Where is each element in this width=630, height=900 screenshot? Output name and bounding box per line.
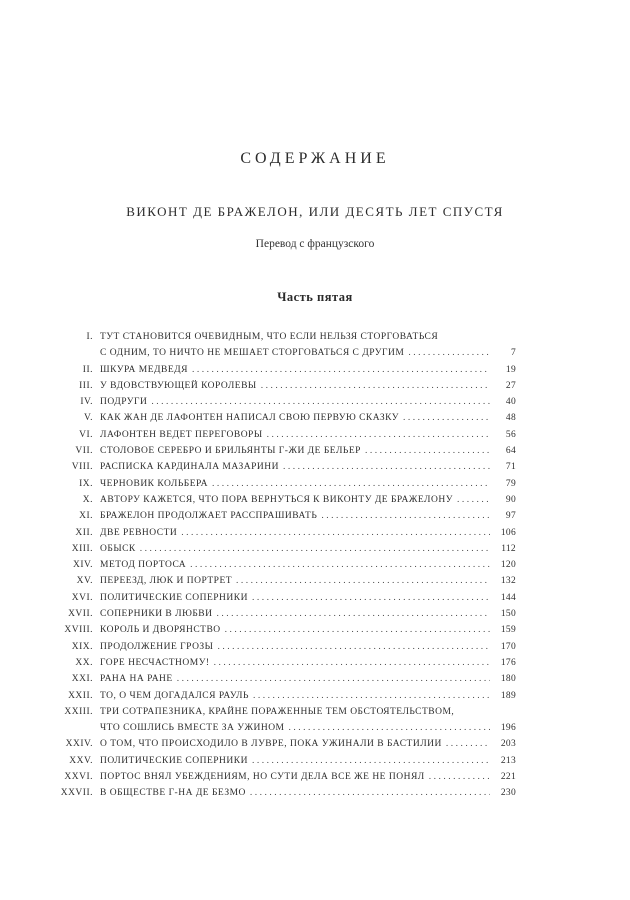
dot-leader [217, 639, 490, 655]
toc-entry-line [100, 345, 516, 361]
page-number: 189 [500, 690, 516, 701]
page-number: 79 [505, 478, 516, 489]
toc-numeral: XXIII. [64, 706, 93, 717]
toc-entry [60, 704, 516, 737]
dot-leader [236, 573, 490, 589]
toc-entry-line [100, 557, 516, 573]
toc-entry-text: ГОРЕ НЕСЧАСТНОМУ! [100, 657, 210, 668]
toc-entry [60, 427, 516, 443]
toc-numeral: XVIII. [64, 625, 93, 636]
toc-numeral: XVI. [71, 592, 93, 603]
toc-entry-body [100, 753, 516, 769]
toc-entry-body [100, 639, 516, 655]
toc-numeral: V. [83, 413, 93, 424]
page-number: 180 [500, 674, 516, 685]
toc-entry-body [100, 655, 516, 671]
toc-entry-text: МЕТОД ПОРТОСА [100, 560, 187, 571]
toc-entry [60, 753, 516, 769]
page-number: 27 [505, 380, 516, 391]
toc-entry-line [100, 394, 516, 410]
toc-entry-line [100, 378, 516, 394]
toc-entry-line [100, 525, 516, 541]
toc-numeral: XI. [79, 511, 93, 522]
toc-entry-line [100, 720, 516, 736]
page-number: 230 [500, 788, 516, 799]
toc-entry-text: ШКУРА МЕДВЕДЯ [100, 364, 188, 375]
toc-entry [60, 378, 516, 394]
dot-leader [214, 655, 490, 671]
toc-entry-line [100, 573, 516, 589]
toc-entry [60, 525, 516, 541]
toc-entry [60, 688, 516, 704]
dot-leader [212, 476, 490, 492]
toc-entry-text: В ОБЩЕСТВЕ Г-НА ДЕ БЕЗМО [100, 788, 246, 799]
toc-numeral: XXII. [68, 690, 93, 701]
dot-leader [429, 769, 490, 785]
toc-entry-line [100, 736, 516, 752]
toc-entry-line [100, 541, 516, 557]
dot-leader [457, 492, 490, 508]
toc-numeral: XII. [75, 527, 93, 538]
toc-entry-line [100, 410, 516, 426]
page-number: 170 [500, 641, 516, 652]
toc-entry-body [100, 557, 516, 573]
page-number: 71 [505, 462, 516, 473]
dot-leader [140, 541, 490, 557]
toc-numeral: XXV. [69, 755, 93, 766]
toc-entry [60, 410, 516, 426]
page-number: 64 [505, 446, 516, 457]
toc-numeral: X. [82, 494, 93, 505]
dot-leader [177, 671, 490, 687]
toc-entry [60, 606, 516, 622]
toc-numeral: XIX. [71, 641, 93, 652]
toc-entry-line [100, 443, 516, 459]
toc-entry-line [100, 769, 516, 785]
toc-numeral: VI. [79, 429, 93, 440]
toc-entry-text: ПОЛИТИЧЕСКИЕ СОПЕРНИКИ [100, 592, 248, 603]
toc-entry-text: ТУТ СТАНОВИТСЯ ОЧЕВИДНЫМ, ЧТО ЕСЛИ НЕЛЬЗЯ СТОРГОВАТЬСЯ [100, 332, 439, 342]
contents-title: СОДЕРЖАНИЕ [240, 150, 390, 167]
page-number: 176 [500, 657, 516, 668]
toc-entry-body [100, 329, 516, 362]
dot-leader [250, 785, 490, 801]
page-number: 97 [505, 511, 516, 522]
toc-entry-body [100, 378, 516, 394]
toc-entry-text: АВТОРУ КАЖЕТСЯ, ЧТО ПОРА ВЕРНУТЬСЯ К ВИКОНТУ ДЕ БРАЖЕЛОНУ [100, 494, 453, 505]
page-number: 150 [500, 609, 516, 620]
page-number: 112 [501, 543, 516, 554]
dot-leader [253, 688, 490, 704]
toc-entry-text: ТО, О ЧЕМ ДОГАДАЛСЯ РАУЛЬ [100, 690, 249, 701]
book-title: ВИКОНТ ДЕ БРАЖЕЛОН, ИЛИ ДЕСЯТЬ ЛЕТ СПУСТЯ [126, 204, 504, 219]
toc-entry-text: С ОДНИМ, ТО НИЧТО НЕ МЕШАЕТ СТОРГОВАТЬСЯ С ДРУГИМ [100, 348, 405, 359]
page-number: 106 [500, 527, 516, 538]
toc-entry-body [100, 622, 516, 638]
toc-numeral: IV. [80, 397, 93, 408]
toc-entry [60, 492, 516, 508]
toc-entry [60, 476, 516, 492]
toc-numeral: XXVI. [64, 772, 93, 783]
toc-numeral: III. [79, 380, 93, 391]
toc-entry-text: О ТОМ, ЧТО ПРОИСХОДИЛО В ЛУВРЕ, ПОКА УЖИНАЛИ В БАСТИЛИИ [100, 739, 442, 750]
toc-entry-body [100, 590, 516, 606]
dot-leader [283, 459, 490, 475]
toc-entry-text: БРАЖЕЛОН ПРОДОЛЖАЕТ РАССПРАШИВАТЬ [100, 511, 318, 522]
page-number: 144 [500, 592, 516, 603]
toc-numeral: XXIV. [65, 739, 93, 750]
page-number: 19 [505, 364, 516, 375]
toc-entry [60, 329, 516, 362]
toc-numeral: II. [82, 364, 93, 375]
toc-entry-text: ПОДРУГИ [100, 397, 148, 408]
toc-numeral: XIII. [71, 543, 93, 554]
toc-numeral: XX. [75, 657, 93, 668]
toc-entry [60, 508, 516, 524]
toc-entry-text: СТОЛОВОЕ СЕРЕБРО И БРИЛЬЯНТЫ Г-ЖИ ДЕ БЕЛЬЕР [100, 446, 361, 457]
toc-entry-text: КАК ЖАН ДЕ ЛАФОНТЕН НАПИСАЛ СВОЮ ПЕРВУЮ СКАЗКУ [100, 413, 400, 424]
page-number: 48 [505, 413, 516, 424]
toc-entry [60, 541, 516, 557]
page-number: 196 [500, 723, 516, 734]
translation-note: Перевод с французского [255, 238, 375, 250]
toc-entry [60, 573, 516, 589]
toc-entry-body [100, 606, 516, 622]
dot-leader [267, 427, 490, 443]
toc-entry-line [100, 362, 516, 378]
toc-entry [60, 459, 516, 475]
toc-entry-text: ПОРТОС ВНЯЛ УБЕЖДЕНИЯМ, НО СУТИ ДЕЛА ВСЕ ЖЕ НЕ ПОНЯЛ [100, 772, 425, 783]
page-number: 40 [505, 397, 516, 408]
dot-leader [252, 753, 490, 769]
toc-entry-body [100, 410, 516, 426]
toc-entry-text: ОБЫСК [100, 543, 136, 554]
toc-entry-text: ЛАФОНТЕН ВЕДЕТ ПЕРЕГОВОРЫ [100, 429, 263, 440]
toc-entry-line [100, 508, 516, 524]
toc-entry-body [100, 525, 516, 541]
page-number: 120 [500, 560, 516, 571]
dot-leader [403, 410, 490, 426]
page-number: 213 [500, 755, 516, 766]
toc-entry-body [100, 508, 516, 524]
dot-leader [446, 736, 490, 752]
toc-entry-body [100, 704, 516, 737]
toc-entry [60, 655, 516, 671]
toc-entry [60, 590, 516, 606]
toc-numeral: XXVII. [60, 788, 93, 799]
dot-leader [181, 525, 490, 541]
toc-entry-line [100, 688, 516, 704]
toc-numeral: IX. [79, 478, 93, 489]
page-number: 132 [500, 576, 516, 587]
dot-leader [225, 622, 490, 638]
page-number: 90 [505, 494, 516, 505]
toc-entry-body [100, 671, 516, 687]
toc-entry [60, 671, 516, 687]
dot-leader [190, 557, 490, 573]
toc-entry-line [100, 753, 516, 769]
dot-leader [365, 443, 490, 459]
toc-entry [60, 785, 516, 801]
page-number: 221 [500, 772, 516, 783]
toc-entry-text: ЧЕРНОВИК КОЛЬБЕРА [100, 478, 208, 489]
dot-leader [261, 378, 490, 394]
toc-entry-text: ДВЕ РЕВНОСТИ [100, 527, 178, 538]
toc-entry [60, 394, 516, 410]
toc-entry-text: СОПЕРНИКИ В ЛЮБВИ [100, 609, 213, 620]
toc-entry-line [100, 606, 516, 622]
dot-leader [192, 362, 490, 378]
toc-entry-body [100, 394, 516, 410]
toc-entry-text: КОРОЛЬ И ДВОРЯНСТВО [100, 625, 221, 636]
toc-entry-line [100, 639, 516, 655]
toc-entry [60, 736, 516, 752]
toc-numeral: I. [86, 332, 93, 342]
toc-entry-body [100, 362, 516, 378]
toc-entry-body [100, 427, 516, 443]
dot-leader [321, 508, 490, 524]
toc-numeral: XIV. [72, 560, 93, 571]
toc-entry-line [100, 329, 516, 345]
toc-entry-line [100, 655, 516, 671]
toc-entry-line [100, 459, 516, 475]
toc-list [60, 329, 516, 802]
toc-numeral: VII. [75, 446, 93, 457]
toc-entry-line [100, 427, 516, 443]
toc-numeral: XV. [76, 576, 93, 587]
toc-entry [60, 443, 516, 459]
toc-entry-body [100, 492, 516, 508]
toc-entry-body [100, 459, 516, 475]
toc-entry-text: РАНА НА РАНЕ [100, 674, 173, 685]
toc-numeral: XVII. [68, 609, 93, 620]
toc-entry-line [100, 476, 516, 492]
toc-entry-text: РАСПИСКА КАРДИНАЛА МАЗАРИНИ [100, 462, 279, 473]
part-title: Часть пятая [277, 290, 353, 304]
toc-entry-text: ЧТО СОШЛИСЬ ВМЕСТЕ ЗА УЖИНОМ [100, 723, 285, 734]
toc-entry [60, 622, 516, 638]
toc-entry [60, 557, 516, 573]
toc-entry [60, 639, 516, 655]
toc-entry-line [100, 671, 516, 687]
toc-entry-line [100, 590, 516, 606]
toc-entry-body [100, 573, 516, 589]
page-number: 159 [500, 625, 516, 636]
dot-leader [252, 590, 490, 606]
toc-entry-body [100, 541, 516, 557]
page-number: 7 [510, 348, 516, 359]
toc-entry [60, 362, 516, 378]
toc-entry-body [100, 443, 516, 459]
page-number: 56 [505, 429, 516, 440]
toc-entry-body [100, 736, 516, 752]
page-number: 203 [500, 739, 516, 750]
toc-entry-line [100, 492, 516, 508]
dot-leader [217, 606, 490, 622]
toc-entry-text: ПРОДОЛЖЕНИЕ ГРОЗЫ [100, 641, 214, 652]
toc-numeral: XXI. [71, 674, 93, 685]
toc-entry-text: ПЕРЕЕЗД, ЛЮК И ПОРТРЕТ [100, 576, 233, 587]
toc-entry-text: ТРИ СОТРАПЕЗНИКА, КРАЙНЕ ПОРАЖЕННЫЕ ТЕМ ОБСТОЯТЕЛЬСТВОМ, [100, 706, 455, 717]
toc-entry-text: ПОЛИТИЧЕСКИЕ СОПЕРНИКИ [100, 755, 248, 766]
toc-entry-line [100, 785, 516, 801]
toc-entry-line [100, 622, 516, 638]
toc-entry-body [100, 769, 516, 785]
toc-entry-body [100, 476, 516, 492]
dot-leader [151, 394, 490, 410]
toc-entry-body [100, 688, 516, 704]
toc-entry [60, 769, 516, 785]
dot-leader [289, 720, 490, 736]
toc-entry-line [100, 704, 516, 720]
dot-leader [408, 345, 490, 361]
toc-entry-text: У ВДОВСТВУЮЩЕЙ КОРОЛЕВЫ [100, 380, 257, 391]
toc-numeral: VIII. [71, 462, 93, 473]
toc-entry-body [100, 785, 516, 801]
